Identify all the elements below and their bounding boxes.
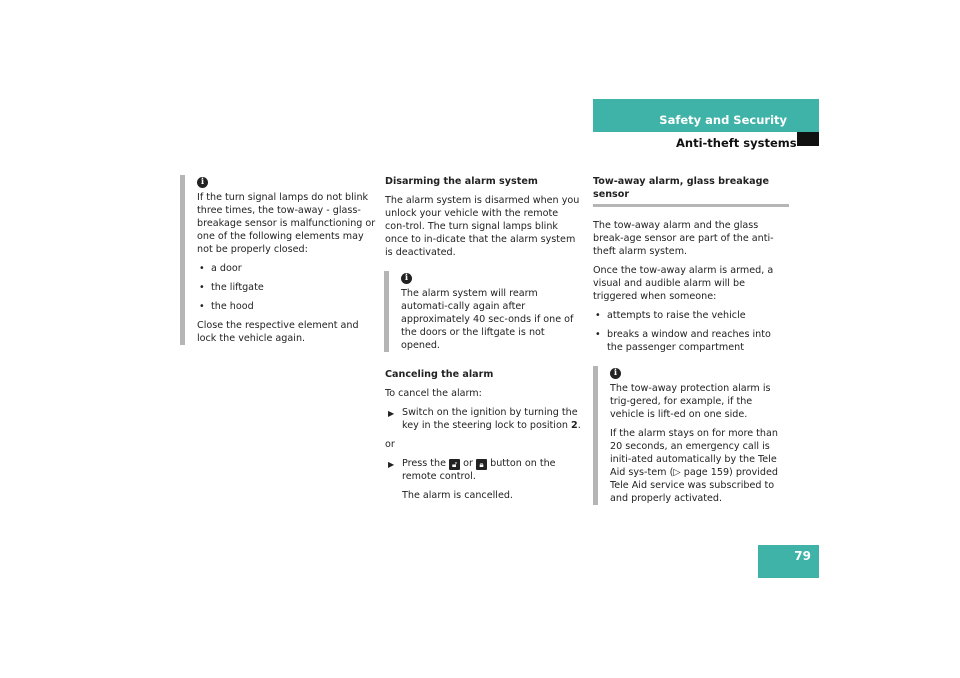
paragraph: To cancel the alarm: (385, 388, 482, 399)
paragraph: The tow-away alarm and the glass break-age sensor are part of the anti-theft alarm system. (593, 220, 774, 257)
section-title: Safety and Security (659, 113, 787, 127)
note-text: If the turn signal lamps do not blink three times, the tow-away - glass-breakage sensor is malfunctioning or one of the following elements may not be properly closed: (197, 192, 376, 255)
subsection-title: Anti-theft systems (676, 136, 797, 150)
trigger-list (593, 309, 789, 354)
note-bar (384, 271, 389, 352)
note-bar (593, 366, 598, 505)
step-text: Switch on the ignition by turning the key in the steering lock to position (402, 407, 578, 431)
info-icon: i (401, 273, 412, 284)
list-item: • a door (197, 262, 376, 275)
section-header-tab (593, 99, 819, 132)
note-text: If the alarm stays on for more than 20 seconds, an emergency call is initi-ated automatically by the Tele Aid sys-tem (▷ page 159) provided Tele Aid service was subscribed to and properly activated. (610, 428, 778, 504)
note-bar (180, 175, 185, 345)
page-number-box (758, 545, 819, 578)
position-value: 2 (571, 420, 578, 431)
element-list (197, 262, 376, 313)
note-text: The alarm system will rearm automati-cally again after approximately 40 sec-onds if one of the doors or the liftgate is not opened. (401, 288, 574, 351)
info-icon: i (610, 368, 621, 379)
lock-key-icon: 🔒︎ (476, 459, 487, 470)
result-text: The alarm is cancelled. (402, 490, 513, 501)
step-remote (385, 457, 581, 483)
heading-tow-away: Tow-away alarm, glass breakage sensor (593, 176, 769, 200)
step-ignition: ▶ Switch on the ignition by turning the key in the steering lock to position 2. (388, 407, 581, 431)
step-text: or (463, 458, 473, 469)
step-arrow-icon: ▶ (388, 460, 395, 469)
or-text: or (385, 439, 395, 450)
column-middle (385, 175, 581, 508)
paragraph: Once the tow-away alarm is armed, a visual and audible alarm will be triggered when someone: (593, 265, 774, 302)
page-number: 79 (794, 549, 811, 563)
heading-disarming: Disarming the alarm system (385, 176, 538, 187)
note-closing: Close the respective element and lock the vehicle again. (197, 320, 359, 344)
header-marker (797, 132, 819, 146)
column-right (593, 175, 789, 505)
step-arrow-icon: ▶ (388, 409, 395, 418)
info-icon: i (197, 177, 208, 188)
paragraph: The alarm system is disarmed when you unlock your vehicle with the remote con-trol. The turn signal lamps blink once to in-dicate that the alarm system is deactivated. (385, 195, 580, 258)
column-left (180, 175, 376, 345)
list-item: • the hood (197, 300, 376, 313)
list-item: • attempts to raise the vehicle (593, 309, 789, 322)
info-note-tele-aid (593, 366, 789, 505)
unlock-key-icon: 🔓︎ (449, 459, 460, 470)
step-text: button on the remote control. (402, 458, 556, 482)
info-note-rearm (384, 271, 580, 352)
heading-canceling: Canceling the alarm (385, 369, 494, 380)
note-text: The tow-away protection alarm is trig-gered, for example, if the vehicle is lift-ed on one side. (610, 383, 771, 420)
step-text: Press the (402, 458, 447, 469)
list-item: • the liftgate (197, 281, 376, 294)
heading-rule (593, 204, 789, 207)
list-item: • breaks a window and reaches into the passenger compartment (593, 328, 789, 354)
info-note-turn-signal (180, 175, 376, 345)
